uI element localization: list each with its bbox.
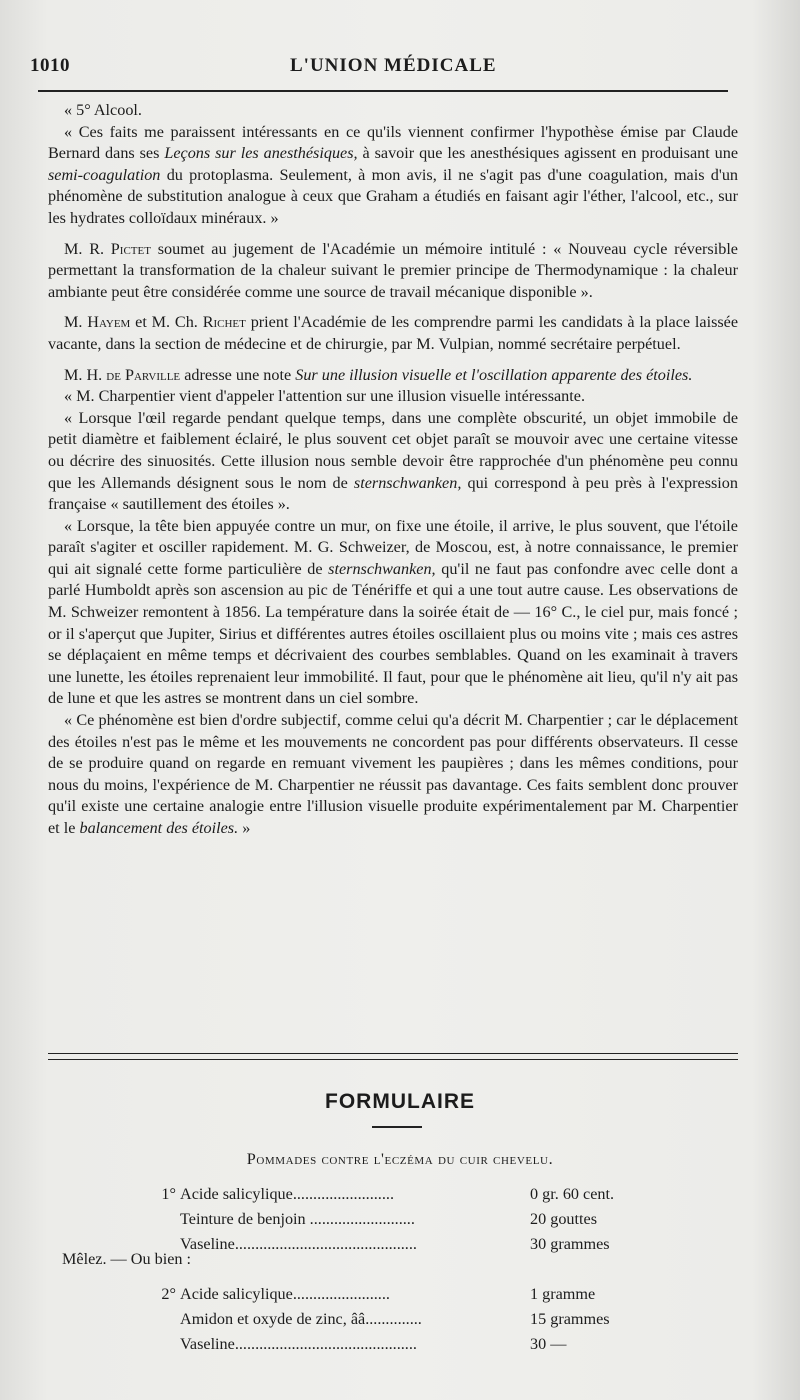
paragraph-schweizer xyxy=(48,516,738,710)
author-name: M. Hayem xyxy=(64,313,131,332)
italic-title: Leçons sur les anesthésiques, xyxy=(164,144,358,163)
paragraph-alcool xyxy=(48,100,738,122)
article-body xyxy=(48,100,738,840)
ingredient-quantity: 0 gr. 60 cent. xyxy=(530,1185,615,1203)
italic-term: sternschwanken, xyxy=(353,473,462,492)
italic-term: balancement des étoiles. xyxy=(79,819,239,837)
page-header xyxy=(30,55,730,85)
ingredient-name: Vaseline............................................. xyxy=(180,1335,417,1353)
paragraph-text: qui correspond à peu près à l'expression française « sautillement des étoiles ». xyxy=(48,473,738,514)
paragraph-text: « Ces faits me paraissent intéressants en ce qu'ils viennent confirmer l'hypothèse émise par Claude Bernard dans ses xyxy=(48,122,738,163)
paragraph-text: du protoplasma. Seulement, à mon avis, il ne s'agit pas d'une coagulation, mais d'un phénomène de substitution analogue à ceux que Graham a étudiés en faisant agir l'éther, l'alcool, etc., sur les hydrates colloïdaux minéraux. » xyxy=(48,165,739,227)
recipe-row xyxy=(150,1283,650,1305)
mix-instruction: Mêlez. — Ou bien : xyxy=(62,1250,192,1268)
ingredient-name: Amidon et oxyde de zinc, ââ.............. xyxy=(180,1310,422,1328)
paragraph-text: soumet au jugement de l'Académie un mémoire intitulé : « Nouveau cycle réversible permettant la transformation de la chaleur suivant le premier principe de Thermodynamique : la chaleur ambiante peut être considérée comme une source de travail mécanique disponible ». xyxy=(48,239,738,301)
recipe-row xyxy=(150,1233,650,1255)
paragraph-text: » xyxy=(242,819,251,837)
page-number: 1010 xyxy=(30,55,70,76)
author-name: M. R. Pictet xyxy=(64,239,151,258)
section-title: FORMULAIRE xyxy=(325,1090,475,1113)
ingredient-quantity: 30 grammes xyxy=(530,1235,610,1253)
running-title: L'UNION MÉDICALE xyxy=(290,55,497,76)
paragraph-parville xyxy=(48,365,738,387)
paragraph-text: « Lorsque l'œil regarde pendant quelque temps, dans une complète obscurité, un objet immobile de petit diamètre et faiblement éclairé, le plus souvent cet objet paraît se mouvoir avec une certaine vitesse ou décrire des sinuosités. Cette illusion nous semble devoir être rapprochée d'un phénomène peu connu que les Allemands désignent sous le nom de xyxy=(48,408,738,492)
ingredient-name: Acide salicylique........................ xyxy=(180,1285,390,1303)
italic-term: semi-coagulation xyxy=(48,165,161,184)
ingredient-name: Teinture de benjoin .......................... xyxy=(180,1210,415,1228)
author-name: Richet xyxy=(202,313,246,332)
ingredient-quantity: 15 grammes xyxy=(530,1310,610,1328)
ingredient-quantity: 20 gouttes xyxy=(530,1210,597,1228)
paragraph-charpentier xyxy=(48,386,738,408)
recipe-row xyxy=(150,1333,650,1355)
recipe-row xyxy=(150,1183,650,1205)
paragraph-text: adresse une note xyxy=(184,365,292,384)
ingredient-quantity: 1 gramme xyxy=(530,1285,596,1303)
paragraph-text: « Ce phénomène est bien d'ordre subjectif, comme celui qu'a décrit M. Charpentier ; car le déplacement des étoiles n'est pas le même et les mouvements ne concordent pas pour différents observateurs. Il cesse de se produire quand on regarde en remuant vivement les paupières ; dans les mêmes conditions, pour nous du moins, l'expérience de M. Charpentier ne réussit pas davantage. Ces faits semblent donc prouver qu'il existe une certaine analogie entre l'illusion visuelle produite expérimentalement par M. Charpentier et le xyxy=(48,711,738,837)
recipe-row xyxy=(150,1208,650,1230)
paragraph-text: « 5° Alcool. xyxy=(64,101,142,119)
recipe-title: Pommades contre l'eczéma du cuir chevelu. xyxy=(246,1150,554,1168)
title-rule xyxy=(372,1126,422,1128)
author-name: M. H. de Parville xyxy=(64,365,181,384)
paragraph-text: « Lorsque, la tête bien appuyée contre un mur, on fixe une étoile, il arrive, le plus souvent, que l'étoile paraît s'agiter et osciller rapidement. M. G. Schweizer, de Moscou, est, à notre connaissance, le premier qui ait signalé cette forme particulière de xyxy=(48,516,738,578)
paragraph-pictet xyxy=(48,239,738,304)
paragraph-text: « M. Charpentier vient d'appeler l'attention sur une illusion visuelle intéressante. xyxy=(64,387,586,406)
paragraph-hayem xyxy=(48,312,738,355)
section-divider xyxy=(48,1053,738,1060)
paragraph-hypothese xyxy=(48,122,738,230)
italic-term: sternschwanken, xyxy=(328,559,436,578)
paragraph-text: prient l'Académie de les comprendre parmi les candidats à la place laissée vacante, dans la section de médecine et de chirurgie, par M. Vulpian, nommé secrétaire perpétuel. xyxy=(48,313,739,353)
paragraph-oeil xyxy=(48,408,738,516)
recipe-number: 2° xyxy=(161,1285,176,1303)
italic-title: Sur une illusion visuelle et l'oscillation apparente des étoiles. xyxy=(295,365,693,384)
paragraph-subjectif xyxy=(48,710,738,840)
header-rule xyxy=(38,90,728,92)
ingredient-name: Acide salicylique......................... xyxy=(180,1185,394,1203)
ingredient-quantity: 30 — xyxy=(530,1335,567,1353)
ingredient-name: Vaseline............................................. xyxy=(180,1235,417,1253)
paragraph-text: à savoir que les anesthésiques agissent en produisant une xyxy=(362,144,739,163)
paragraph-text: et M. Ch. xyxy=(135,313,198,332)
recipe-number: 1° xyxy=(161,1185,176,1203)
recipe-row xyxy=(150,1308,650,1330)
paragraph-text: qu'il ne faut pas confondre avec celle dont a parlé Humboldt après son ascension au pic de Ténériffe et qui a une tout autre cause. Les observations de M. Schweizer remontent à 1856. La température dans la soirée était de — 16° C., le ciel pur, mais foncé ; or il s'aperçut que Jupiter, Sirius et différentes autres étoiles oscillaient plus ou moins vite ; mais ces astres se déplaçaient en même temps et décrivaient des courbes semblables. Quand on les examinait à travers une lunette, les étoiles reprenaient leur immobilité. Il faut, pour que le phénomène ait lieu, qu'il n'y ait pas de lune et que les astres se montrent dans un ciel sombre. xyxy=(48,559,738,708)
